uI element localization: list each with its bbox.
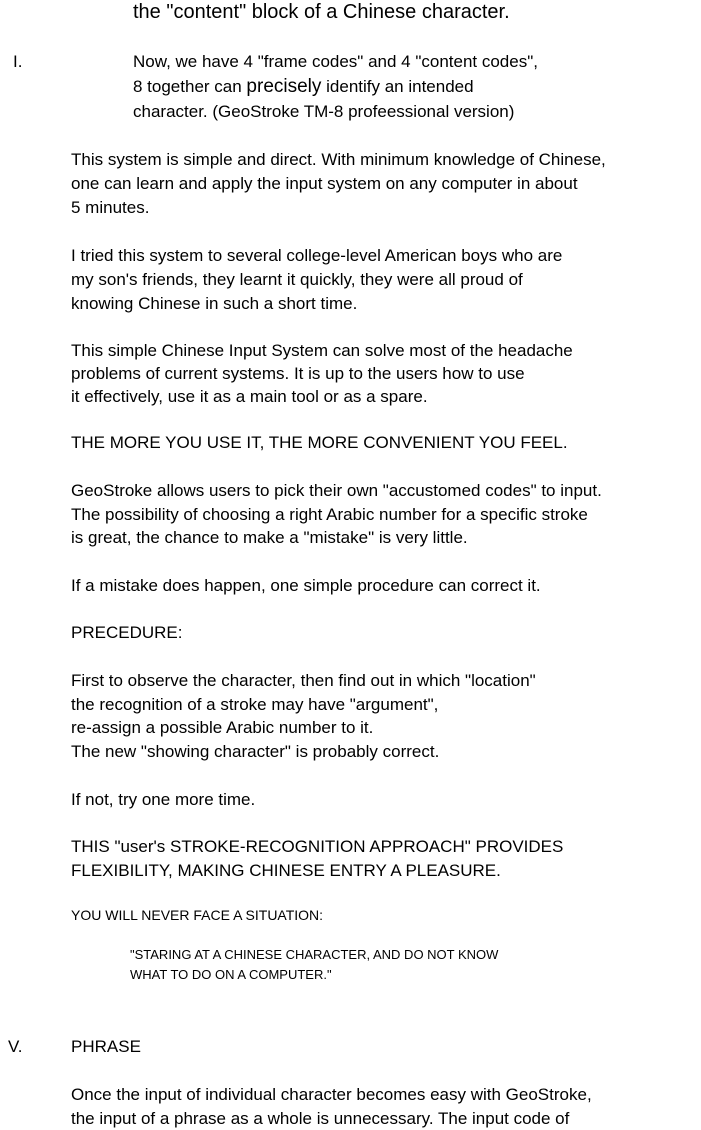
- paragraph-1-line-3: 5 minutes.: [71, 198, 150, 217]
- paragraph-5-line-3: is great, the chance to make a "mistake" is very little.: [71, 528, 468, 547]
- paragraph-12-line-2: the input of a phrase as a whole is unnecessary. The input code of: [71, 1109, 570, 1128]
- paragraph-2-line-1: I tried this system to several college-level American boys who are: [71, 246, 563, 265]
- paragraph-2-line-3: knowing Chinese in such a short time.: [71, 294, 358, 313]
- paragraph-2-line-2: my son's friends, they learnt it quickly, they were all proud of: [71, 270, 523, 289]
- item-i-line-1: Now, we have 4 "frame codes" and 4 "content codes",: [133, 52, 538, 71]
- paragraph-4: THE MORE YOU USE IT, THE MORE CONVENIENT YOU FEEL.: [71, 433, 568, 452]
- quote-line-1: "STARING AT A CHINESE CHARACTER, AND DO NOT KNOW: [130, 947, 499, 962]
- paragraph-3-line-3: it effectively, use it as a main tool or as a spare.: [71, 387, 428, 406]
- item-i-line-3: character. (GeoStroke TM-8 profeessional version): [133, 102, 515, 121]
- paragraph-9: If not, try one more time.: [71, 790, 256, 809]
- paragraph-8-line-4: The new "showing character" is probably correct.: [71, 742, 440, 761]
- item-i-line-2-c: identify an intended: [321, 77, 474, 96]
- paragraph-10-line-2: FLEXIBILITY, MAKING CHINESE ENTRY A PLEASURE.: [71, 861, 501, 880]
- paragraph-8-line-2: the recognition of a stroke may have "argument",: [71, 695, 439, 714]
- paragraph-6: If a mistake does happen, one simple procedure can correct it.: [71, 576, 541, 595]
- paragraph-8-line-3: re-assign a possible Arabic number to it.: [71, 718, 374, 737]
- top-line: the "content" block of a Chinese character.: [133, 1, 510, 23]
- item-i-label: I.: [13, 52, 23, 71]
- quote-line-2: WHAT TO DO ON A COMPUTER.": [130, 967, 332, 982]
- procedure-heading: PRECEDURE:: [71, 623, 183, 642]
- item-i-line-2-a: 8 together can: [133, 77, 247, 96]
- paragraph-3-line-1: This simple Chinese Input System can solve most of the headache: [71, 341, 573, 360]
- paragraph-1-line-1: This system is simple and direct. With minimum knowledge of Chinese,: [71, 150, 606, 169]
- paragraph-8-line-1: First to observe the character, then find out in which "location": [71, 671, 536, 690]
- paragraph-10-line-1: THIS "user's STROKE-RECOGNITION APPROACH" PROVIDES: [71, 837, 564, 856]
- section-v-label: V.: [8, 1037, 23, 1056]
- paragraph-5-line-1: GeoStroke allows users to pick their own "accustomed codes" to input.: [71, 481, 602, 500]
- paragraph-11: YOU WILL NEVER FACE A SITUATION:: [71, 907, 324, 923]
- item-i-line-2: [133, 77, 474, 97]
- paragraph-12-line-1: Once the input of individual character becomes easy with GeoStroke,: [71, 1085, 592, 1104]
- section-v-title: PHRASE: [71, 1037, 141, 1056]
- paragraph-1-line-2: one can learn and apply the input system on any computer in about: [71, 174, 578, 193]
- paragraph-5-line-2: The possibility of choosing a right Arabic number for a specific stroke: [71, 505, 588, 524]
- item-i-line-2-b: precisely: [246, 76, 322, 97]
- paragraph-3-line-2: problems of current systems. It is up to the users how to use: [71, 364, 525, 383]
